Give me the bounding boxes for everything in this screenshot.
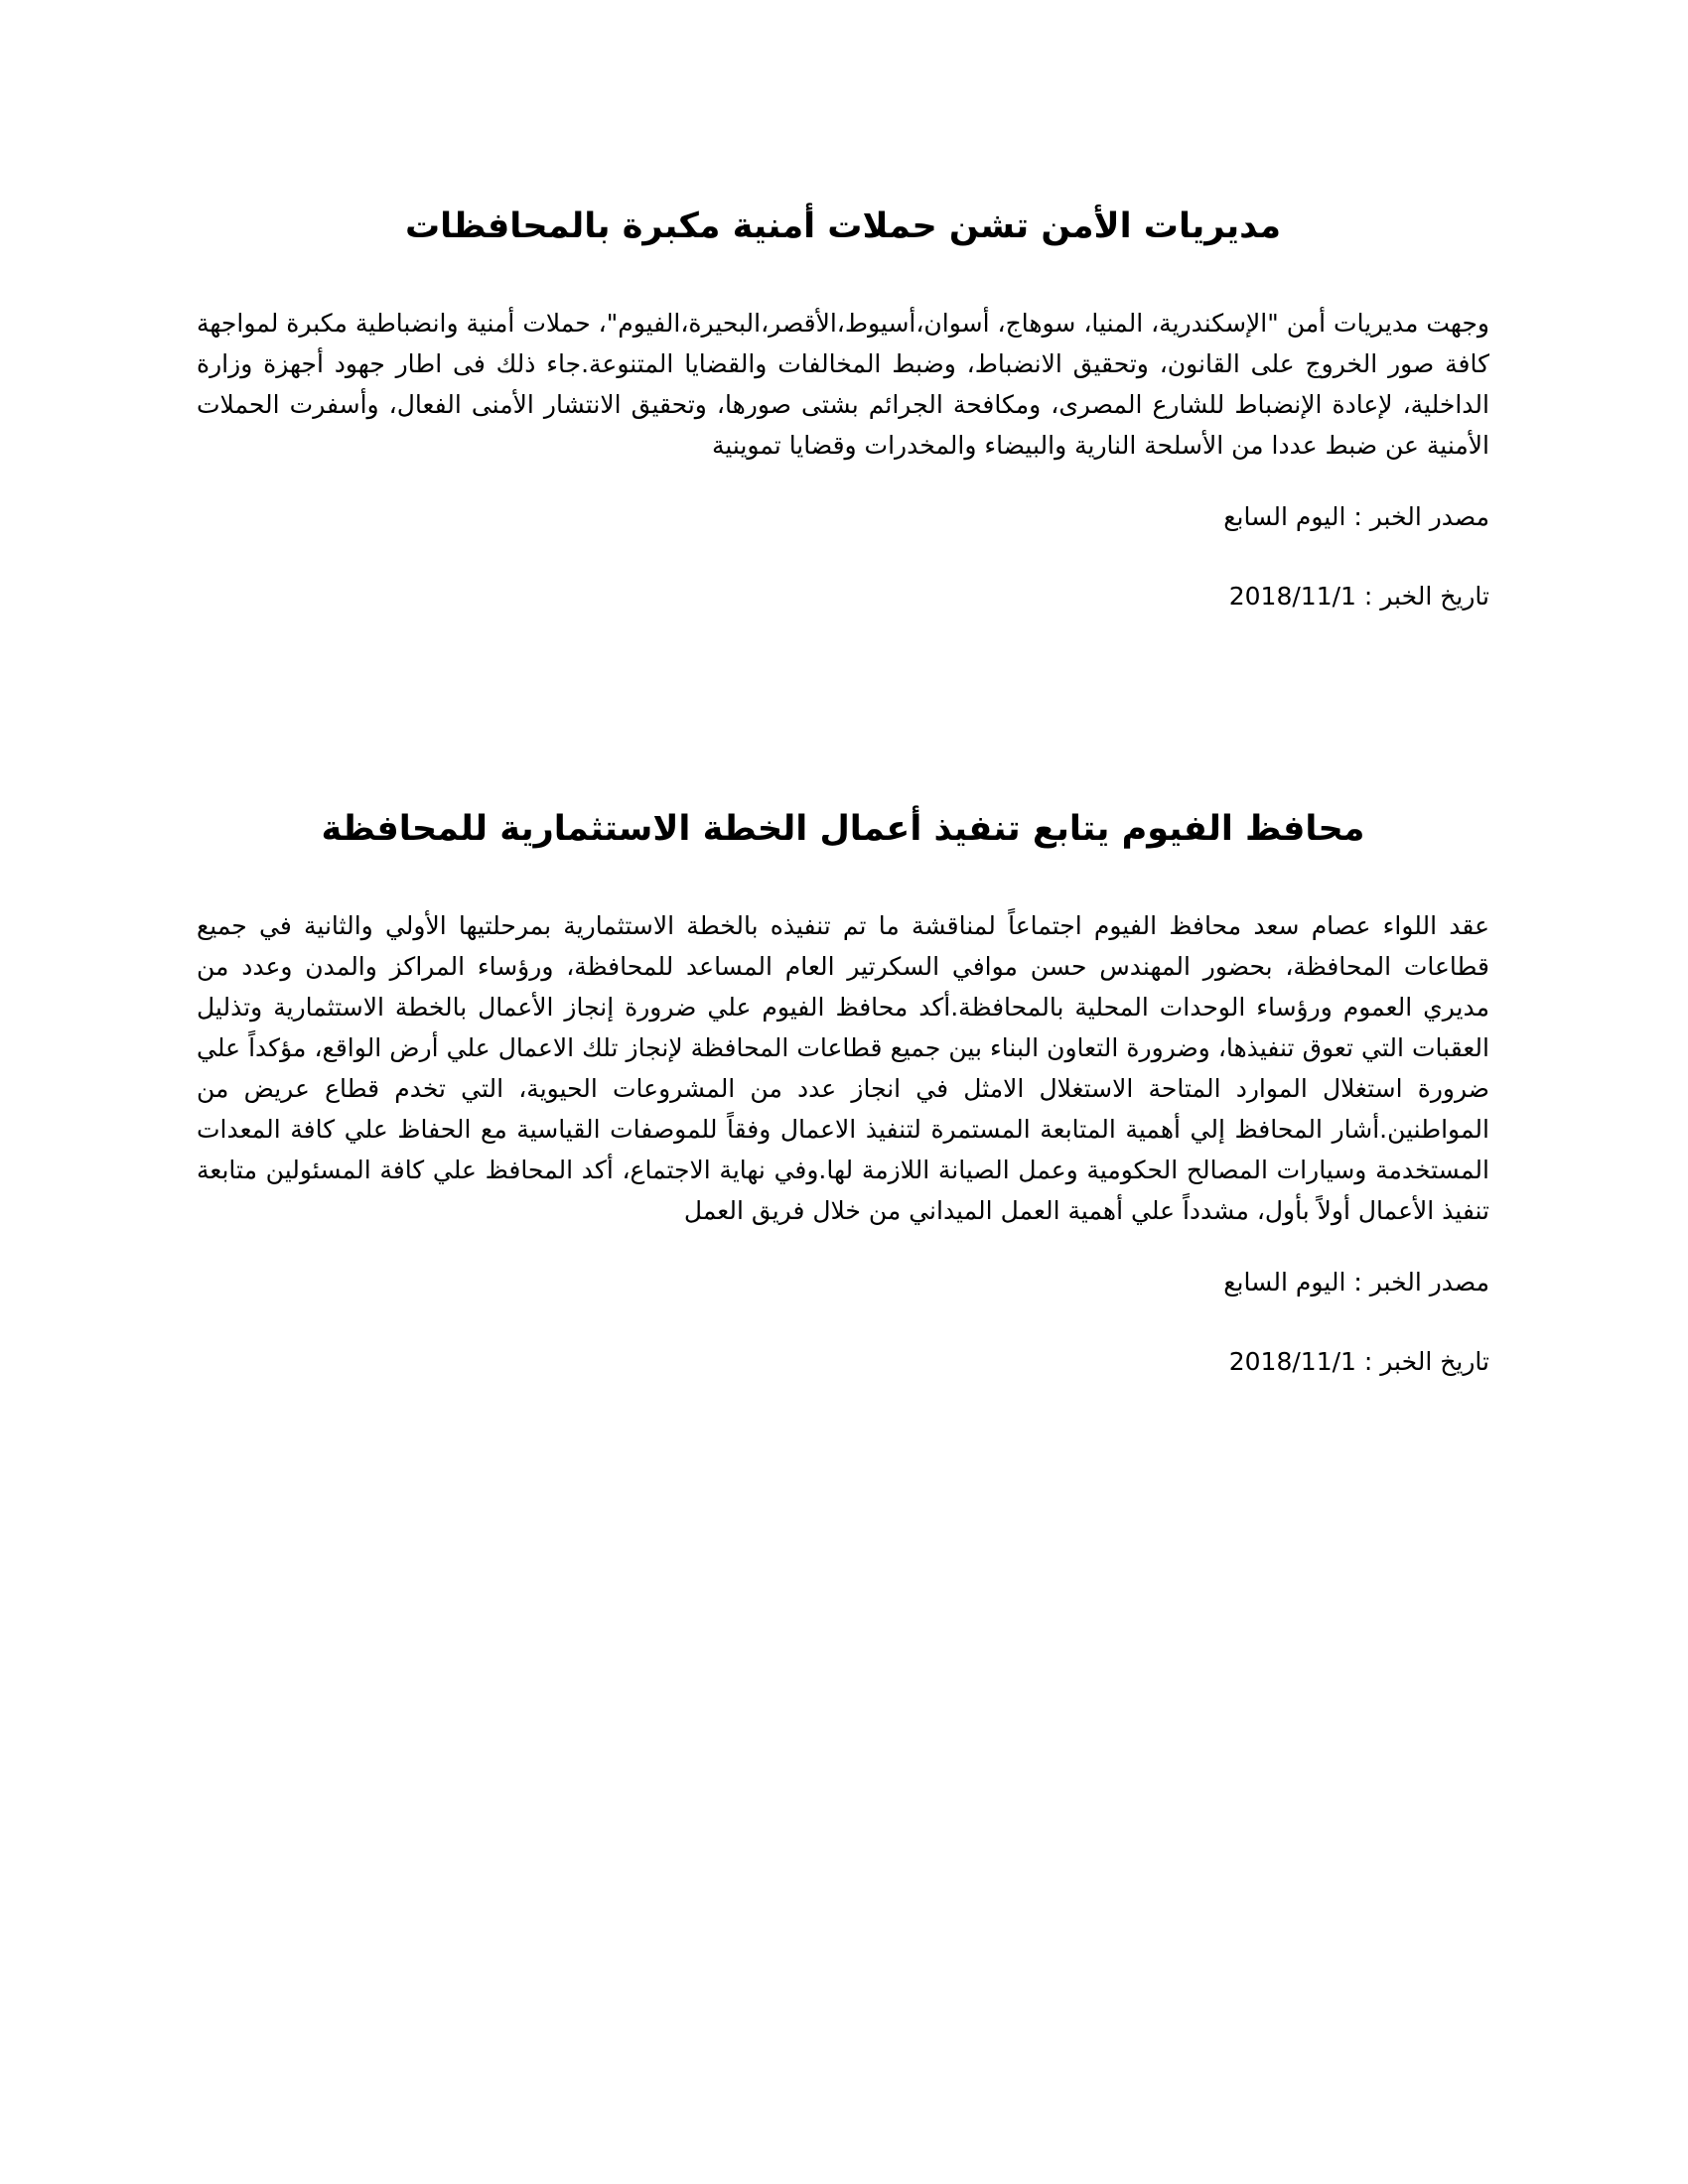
- news-source-label: مصدر الخبر :: [1353, 502, 1489, 531]
- article-headline: محافظ الفيوم يتابع تنفيذ أعمال الخطة الاستثمارية للمحافظة: [321, 809, 1365, 849]
- article-body: عقد اللواء عصام سعد محافظ الفيوم اجتماعاً لمناقشة ما تم تنفيذه بالخطة الاستثمارية بمرحلتيها الأولي والثانية في جميع قطاعات المحافظة، بحضور المهندس حسن موافي السكرتير العام المساعد للمحافظة، ورؤساء المراكز والمدن وعدد من مديري العموم ورؤساء الوحدات المحلية بالمحافظة.أكد محافظ الفيوم علي ضرورة إنجاز الأعمال بالخطة الاستثمارية وتذليل العقبات التي تعوق تنفيذها، وضرورة التعاون البناء بين جميع قطاعات المحافظة لإنجاز تلك الاعمال علي أرض الواقع، مؤكداً علي ضرورة استغلال الموارد المتاحة الاستغلال الامثل في انجاز عدد من المشروعات الحيوية، التي تخدم قطاع عريض من المواطنين.أشار المحافظ إلي أهمية المتابعة المستمرة لتنفيذ الاعمال وفقاً للموصفات القياسية مع الحفاظ علي كافة المعدات المستخدمة وسيارات المصالح الحكومية وعمل الصيانة اللازمة لها.وفي نهاية الاجتماع، أكد المحافظ علي كافة المسئولين متابعة تنفيذ الأعمال أولاً بأول، مشدداً علي أهمية العمل الميداني من خلال فريق العمل: [197, 911, 1489, 1225]
- news-source-value: اليوم السابع: [1223, 1268, 1346, 1297]
- news-source-line: [197, 497, 1489, 537]
- news-date-line: [197, 1342, 1489, 1382]
- news-date-value: 2018/11/1: [1228, 582, 1356, 611]
- news-date-label: تاريخ الخبر :: [1363, 582, 1489, 611]
- news-source-line: [197, 1263, 1489, 1302]
- news-article-fayoum-investment-plan: [197, 799, 1489, 1382]
- article-headline: مديريات الأمن تشن حملات أمنية مكبرة بالمحافظات: [404, 206, 1282, 246]
- news-date-value: 2018/11/1: [1228, 1347, 1356, 1376]
- news-source-label: مصدر الخبر :: [1353, 1268, 1489, 1297]
- article-body: وجهت مديريات أمن "الإسكندرية، المنيا، سوهاج، أسوان،أسيوط،الأقصر،البحيرة،الفيوم"، حملات أمنية وانضباطية مكبرة لمواجهة كافة صور الخروج على القانون، وتحقيق الانضباط، وضبط المخالفات والقضايا المتنوعة.جاء ذلك فى اطار جهود أجهزة وزارة الداخلية، لإعادة الإنضباط للشارع المصرى، ومكافحة الجرائم بشتى صورها، وتحقيق الانتشار الأمنى الفعال، وأسفرت الحملات الأمنية عن ضبط عددا من الأسلحة النارية والبيضاء والمخدرات وقضايا تموينية: [197, 309, 1489, 460]
- news-article-security-campaigns: [197, 197, 1489, 616]
- news-date-line: [197, 577, 1489, 616]
- news-date-label: تاريخ الخبر :: [1363, 1347, 1489, 1376]
- news-source-value: اليوم السابع: [1223, 502, 1346, 531]
